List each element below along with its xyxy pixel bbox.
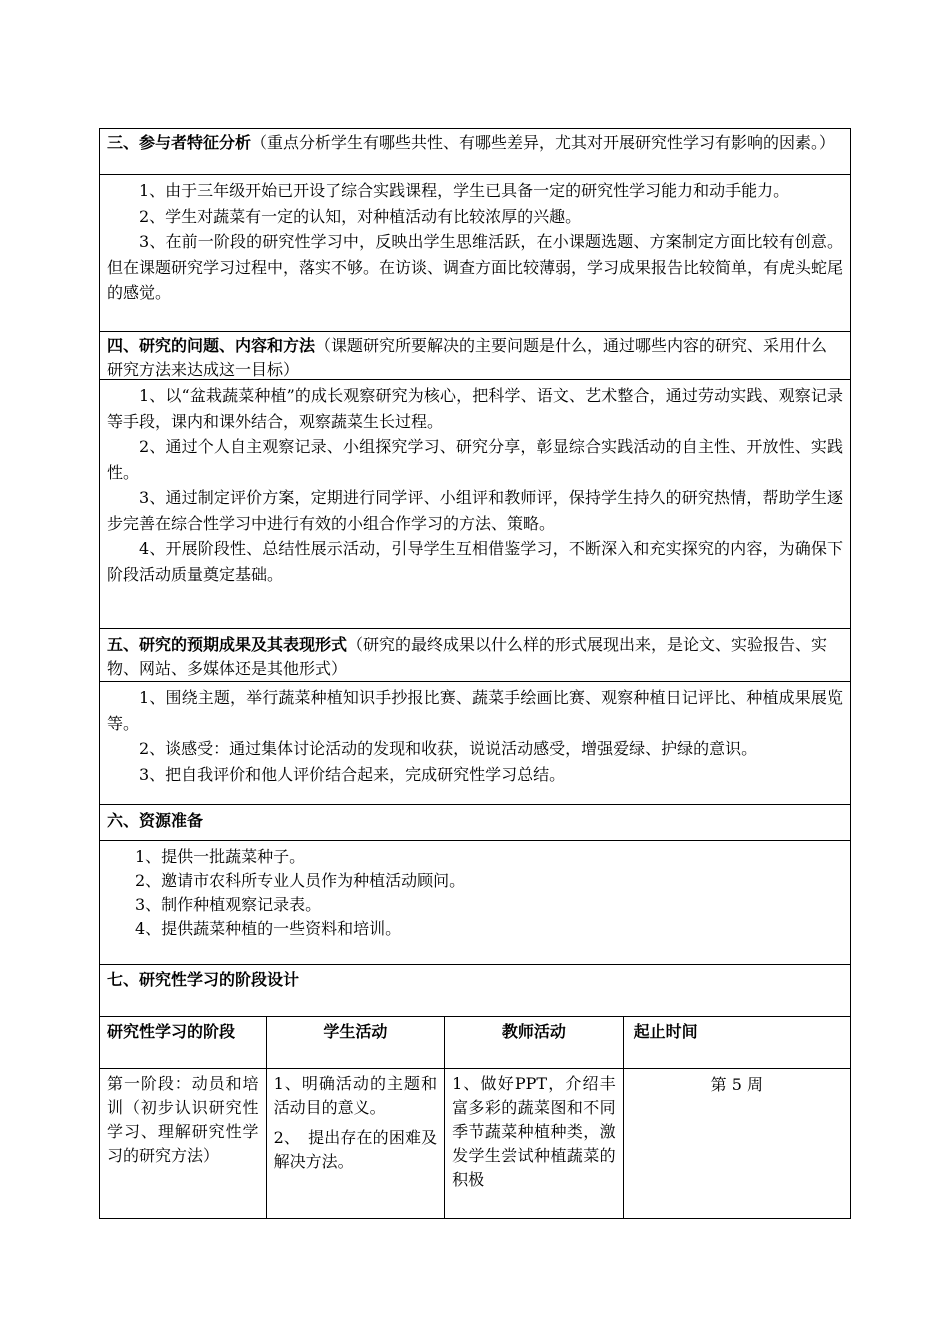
section-4-para: 1、以“盆栽蔬菜种植”的成长观察研究为核心，把科学、语文、艺术整合，通过劳动实践、观察记录等手段，课内和课外结合，观察蔬菜生长过程。 <box>107 386 843 431</box>
section-4-note: （课题研究所要解决的主要问题是什么，通过哪些内容的研究、采用什么研究方法来达成这一目标） <box>107 336 828 379</box>
stage-cell <box>100 1069 267 1218</box>
resource-item: 2、邀请市农科所专业人员作为种植活动顾问。 <box>135 871 466 890</box>
section-4-header <box>99 332 851 380</box>
stage-text: 第一阶段：动员和培训（初步认识研究性学习、理解研究性学习的研究方法） <box>107 1074 259 1165</box>
col-header-time: 起止时间 <box>633 1022 698 1041</box>
section-5-header <box>99 629 851 682</box>
section-7-title: 七、研究性学习的阶段设计 <box>107 970 300 989</box>
section-6-body <box>99 841 851 965</box>
section-5-para: 2、谈感受：通过集体讨论活动的发现和收获，说说活动感受，增强爱绿、护绿的意识。 <box>139 739 758 758</box>
section-6-header <box>99 805 851 841</box>
document-table <box>99 128 851 1219</box>
table-row <box>99 1069 851 1219</box>
section-5-title: 五、研究的预期成果及其表现形式 <box>107 635 348 654</box>
student-activity-item: 2、 提出存在的困难及解决方法。 <box>273 1128 438 1171</box>
section-3-header <box>99 128 851 175</box>
teacher-activity-cell <box>445 1069 624 1218</box>
section-4-title: 四、研究的问题、内容和方法 <box>107 336 316 355</box>
resource-item: 4、提供蔬菜种植的一些资料和培训。 <box>135 919 402 938</box>
section-7-header <box>99 965 851 1017</box>
section-3-para: 1、由于三年级开始已开设了综合实践课程，学生已具备一定的研究性学习能力和动手能力。 <box>139 181 790 200</box>
col-header-stage: 研究性学习的阶段 <box>100 1017 267 1068</box>
section-5-note: （研究的最终成果以什么样的形式展现出来，是论文、实验报告、实物、网站、多媒体还是其他形式） <box>107 635 828 678</box>
section-3-para: 2、学生对蔬菜有一定的认知，对种植活动有比较浓厚的兴趣。 <box>139 206 582 226</box>
student-activity-cell <box>267 1069 446 1218</box>
section-3-note: （重点分析学生有哪些共性、有哪些差异，尤其对开展研究性学习有影响的因素。） <box>251 133 836 152</box>
student-activity-item: 1、明确活动的主题和活动目的意义。 <box>273 1074 438 1117</box>
section-4-body <box>99 380 851 629</box>
section-3-para: 3、在前一阶段的研究性学习中，反映出学生思维活跃，在小课题选题、方案制定方面比较有创意。但在课题研究学习过程中，落实不够。在访谈、调查方面比较薄弱，学习成果报告比较简单，有虎头蛇尾的感觉。 <box>107 232 844 302</box>
section-5-para: 3、把自我评价和他人评价结合起来，完成研究性学习总结。 <box>139 764 566 784</box>
section-3-title: 三、参与者特征分析 <box>107 133 252 152</box>
col-header-student: 学生活动 <box>267 1017 446 1068</box>
section-6-title: 六、资源准备 <box>107 811 204 830</box>
section-3-body <box>99 175 851 332</box>
section-4-para: 3、通过制定评价方案，定期进行同学评、小组评和教师评，保持学生持久的研究热情，帮助学生逐步完善在综合性学习中进行有效的小组合作学习的方法、策略。 <box>107 488 843 533</box>
stage-table-header <box>99 1017 851 1069</box>
section-4-para: 2、通过个人自主观察记录、小组探究学习、研究分享，彰显综合实践活动的自主性、开放性、实践性。 <box>107 437 843 482</box>
time-cell: 第 5 周 <box>710 1075 763 1094</box>
section-5-para: 1、围绕主题，举行蔬菜种植知识手抄报比赛、蔬菜手绘画比赛、观察种植日记评比、种植成果展览等。 <box>107 688 843 733</box>
resource-item: 1、提供一批蔬菜种子。 <box>135 847 306 866</box>
section-5-body <box>99 682 851 805</box>
resource-item: 3、制作种植观察记录表。 <box>135 895 322 914</box>
teacher-activity-text: 1、做好PPT，介绍丰富多彩的蔬菜图和不同季节蔬菜种植种类，激发学生尝试种植蔬菜的积极 <box>452 1074 616 1189</box>
col-header-teacher: 教师活动 <box>445 1017 624 1068</box>
section-4-para: 4、开展阶段性、总结性展示活动，引导学生互相借鉴学习，不断深入和充实探究的内容，为确保下阶段活动质量奠定基础。 <box>107 539 843 584</box>
